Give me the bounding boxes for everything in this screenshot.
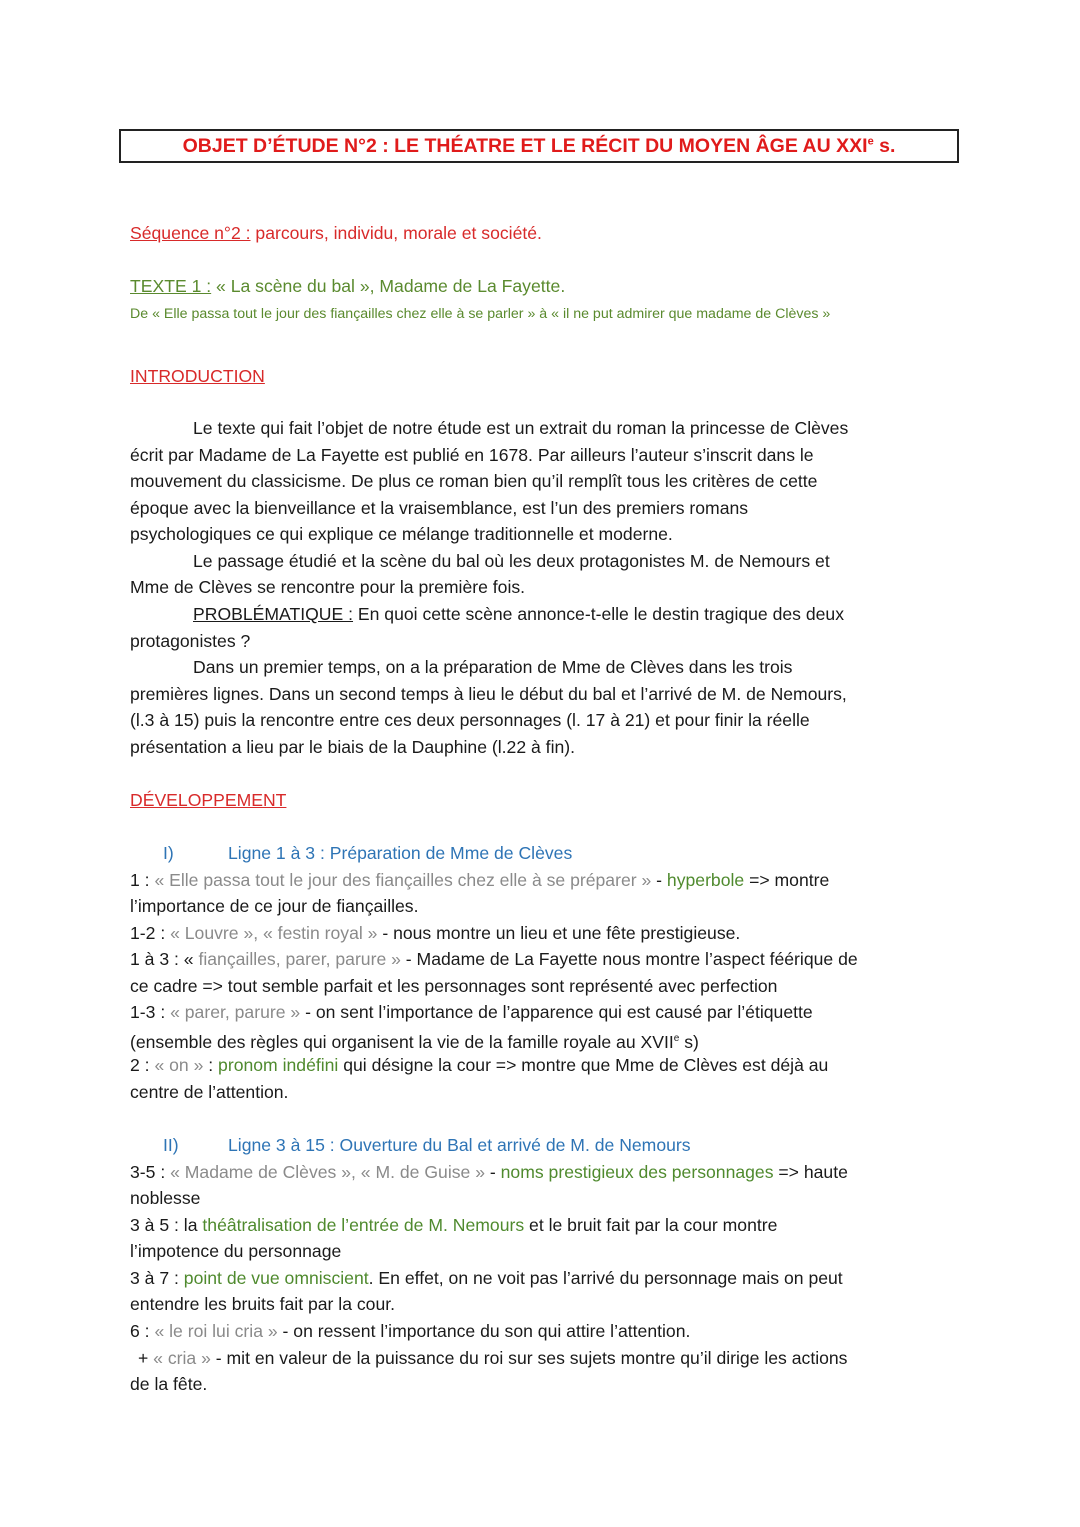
plan-paragraph: premières lignes. Dans un second temps à lieu le début du bal et l’arrivé de M. de Nemours, bbox=[130, 684, 847, 704]
intro-heading: INTRODUCTION bbox=[130, 366, 265, 386]
analysis-line: 2 : « on » : pronom indéfini qui désigne la cour => montre que Mme de Clèves est déjà au bbox=[130, 1055, 829, 1075]
analysis-line: 1-3 : « parer, parure » - on sent l’importance de l’apparence qui est causé par l’étiquette bbox=[130, 1002, 813, 1022]
analysis-line: de la fête. bbox=[130, 1374, 208, 1394]
analysis-line: 3-5 : « Madame de Clèves », « M. de Guise » - noms prestigieux des personnages => haute bbox=[130, 1162, 848, 1182]
analysis-line: entendre les bruits fait par la cour. bbox=[130, 1294, 396, 1314]
texte-line: TEXTE 1 : « La scène du bal », Madame de La Fayette. bbox=[130, 276, 566, 296]
intro-paragraph: Mme de Clèves se rencontre pour la première fois. bbox=[130, 577, 526, 597]
analysis-line: 3 à 5 : la théâtralisation de l’entrée de M. Nemours et le bruit fait par la cour montre bbox=[130, 1215, 778, 1235]
problematique-end: protagonistes ? bbox=[130, 631, 251, 651]
analysis-line: 3 à 7 : point de vue omniscient. En effet, on ne voit pas l’arrivé du personnage mais on peut bbox=[130, 1268, 843, 1288]
intro-paragraph: écrit par Madame de La Fayette est publié en 1678. Par ailleurs l’auteur s’inscrit dans le bbox=[130, 445, 814, 465]
intro-paragraph: mouvement du classicisme. De plus ce roman bien qu’il remplît tous les critères de cette bbox=[130, 471, 818, 491]
analysis-line: (ensemble des règles qui organisent la vie de la famille royale au XVIIe s) bbox=[130, 1031, 699, 1052]
intro-paragraph: psychologiques ce qui explique ce mélange traditionnelle et moderne. bbox=[130, 524, 673, 544]
analysis-line: noblesse bbox=[130, 1188, 201, 1208]
analysis-line: 1 à 3 : « fiançailles, parer, parure » - Madame de La Fayette nous montre l’aspect féérique de bbox=[130, 949, 858, 969]
plan-paragraph: Dans un premier temps, on a la préparation de Mme de Clèves dans les trois bbox=[193, 657, 793, 677]
problematique: PROBLÉMATIQUE : En quoi cette scène annonce-t-elle le destin tragique des deux bbox=[193, 604, 845, 624]
part2-title: Ligne 3 à 15 : Ouverture du Bal et arrivé de M. de Nemours bbox=[228, 1135, 691, 1155]
part2-number: II) bbox=[163, 1135, 179, 1155]
analysis-line: 1-2 : « Louvre », « festin royal » - nous montre un lieu et une fête prestigieuse. bbox=[130, 923, 741, 943]
analysis-line: ce cadre => tout semble parfait et les personnages sont représenté avec perfection bbox=[130, 976, 778, 996]
dev-heading: DÉVELOPPEMENT bbox=[130, 790, 287, 810]
intro-paragraph: Le passage étudié et la scène du bal où les deux protagonistes M. de Nemours et bbox=[193, 551, 830, 571]
part1-number: I) bbox=[163, 843, 174, 863]
analysis-line: l’importance de ce jour de fiançailles. bbox=[130, 896, 419, 916]
plan-paragraph: présentation a lieu par le biais de la Dauphine (l.22 à fin). bbox=[130, 737, 576, 757]
intro-paragraph: époque avec la bienveillance et la vraisemblance, est l’un des premiers romans bbox=[130, 498, 749, 518]
analysis-line: 6 : « le roi lui cria » - on ressent l’importance du son qui attire l’attention. bbox=[130, 1321, 691, 1341]
page-title: OBJET D’ÉTUDE N°2 : LE THÉATRE ET LE RÉCIT DU MOYEN ÂGE AU XXIe s. bbox=[119, 129, 959, 163]
analysis-line: l’impotence du personnage bbox=[130, 1241, 342, 1261]
analysis-line: + « cria » - mit en valeur de la puissance du roi sur ses sujets montre qu’il dirige les actions bbox=[138, 1348, 848, 1368]
analysis-line: 1 : « Elle passa tout le jour des fiançailles chez elle à se préparer » - hyperbole => montre bbox=[130, 870, 830, 890]
intro-paragraph: Le texte qui fait l’objet de notre étude est un extrait du roman la princesse de Clèves bbox=[193, 418, 849, 438]
texte-excerpt: De « Elle passa tout le jour des fiançailles chez elle à se parler » à « il ne put admirer que madame de Clèves » bbox=[130, 306, 831, 322]
part1-title: Ligne 1 à 3 : Préparation de Mme de Clèves bbox=[228, 843, 573, 863]
plan-paragraph: (l.3 à 15) puis la rencontre entre ces deux personnages (l. 17 à 21) et pour finir la réelle bbox=[130, 710, 810, 730]
sequence-line: Séquence n°2 : parcours, individu, morale et société. bbox=[130, 223, 542, 243]
analysis-line: centre de l’attention. bbox=[130, 1082, 289, 1102]
